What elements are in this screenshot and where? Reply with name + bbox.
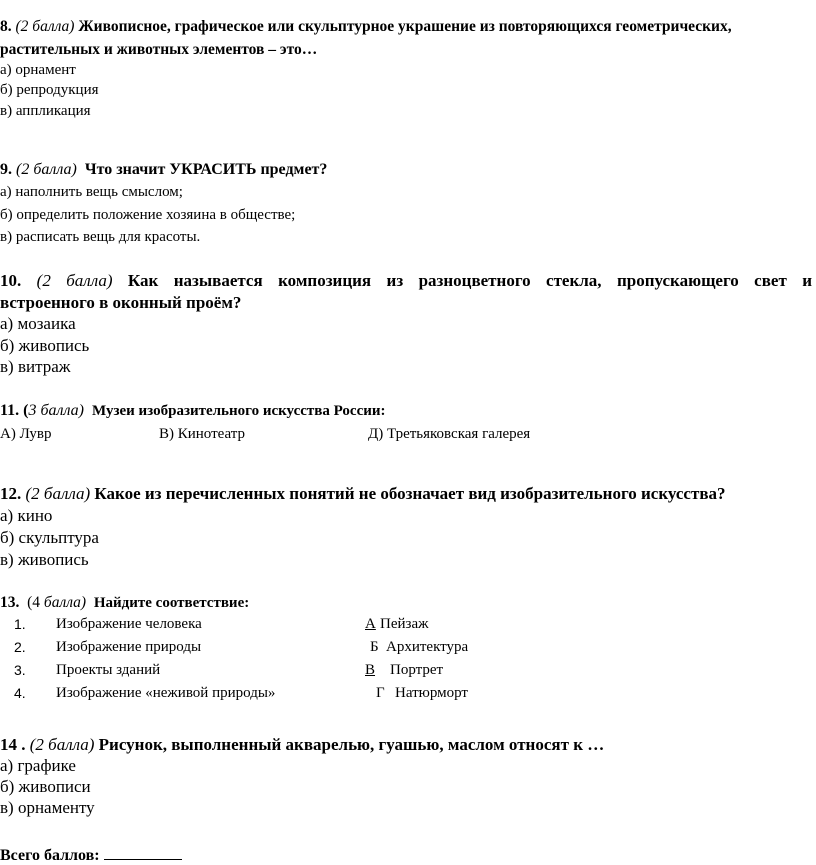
- q11-option-c: Д) Третьяковская галерея: [368, 426, 531, 442]
- q10-option-b: б) живопись: [0, 336, 90, 355]
- q10-question-line1: Как называется композиция из разноцветного стекла, пропускающего свет и: [127, 271, 813, 290]
- q13-left-item: Проекты зданий: [56, 662, 161, 678]
- q13-right-item: Натюрморт: [395, 685, 468, 701]
- q14-header: [0, 734, 604, 755]
- q10-option-a: а) мозаика: [0, 314, 76, 333]
- q13-left-number: 4.: [14, 685, 26, 701]
- q10-number: 10.: [0, 271, 22, 290]
- q11-points: 3 балла): [28, 402, 84, 419]
- q12-points: (2 балла): [25, 484, 91, 503]
- q13-left-number: 3.: [14, 662, 26, 678]
- q9-option-c: в) расписать вещь для красоты.: [0, 229, 201, 245]
- q9-option-a: а) наполнить вещь смыслом;: [0, 184, 183, 200]
- q8-question-line2: растительных и животных элементов – это…: [0, 41, 318, 58]
- q10-question-line2: встроенного в оконный проём?: [0, 293, 242, 312]
- q10-points: (2 балла): [36, 271, 113, 290]
- q14-points: (2 балла): [29, 735, 95, 754]
- q13-right-item: Архитектура: [386, 639, 469, 655]
- q13-match-row: [0, 636, 812, 658]
- q13-left-item: Изображение природы: [56, 639, 202, 655]
- q13-left-number: 2.: [14, 639, 26, 655]
- q8-points: (2 балла): [15, 18, 75, 35]
- total-score-blank[interactable]: [104, 845, 182, 860]
- q12-option-b: б) скульптура: [0, 528, 99, 547]
- q13-right-item: Пейзаж: [380, 616, 429, 632]
- q8-number: 8.: [0, 18, 12, 35]
- q13-header: [0, 594, 249, 612]
- q13-left-item: Изображение «неживой природы»: [56, 685, 276, 701]
- q12-option-a: а) кино: [0, 506, 53, 525]
- q13-number: 13.: [0, 594, 20, 611]
- q14-number: 14 .: [0, 735, 26, 754]
- q9-question: Что значит УКРАСИТЬ предмет?: [84, 161, 328, 178]
- q12-header: [0, 483, 726, 504]
- q14-option-c: в) орнаменту: [0, 798, 95, 817]
- q11-number: 11. (: [0, 402, 29, 419]
- q12-question: Какое из перечисленных понятий не обозначает вид изобразительного искусства?: [94, 484, 726, 503]
- q13-left-item: Изображение человека: [56, 616, 202, 632]
- q9-header: [0, 161, 327, 179]
- q12-option-c: в) живопись: [0, 550, 89, 569]
- q11-option-b: В) Кинотеатр: [159, 426, 246, 442]
- q13-points-word: балла): [43, 594, 87, 611]
- q9-points: (2 балла): [16, 161, 77, 178]
- q8-option-b: б) репродукция: [0, 82, 99, 98]
- q14-option-b: б) живописи: [0, 777, 91, 796]
- q11-question: Музеи изобразительного искусства России:: [91, 403, 386, 419]
- q13-match-row: [0, 682, 812, 704]
- q13-points-num: (4: [27, 594, 41, 611]
- q13-right-letter: В: [365, 662, 376, 678]
- q13-left-number: 1.: [14, 616, 26, 632]
- q13-right-letter: Б: [370, 639, 379, 655]
- q12-number: 12.: [0, 484, 22, 503]
- q8-question-line1: Живописное, графическое или скульптурное украшение из повторяющихся геометрических,: [78, 18, 732, 35]
- q9-number: 9.: [0, 161, 12, 178]
- q8-option-c: в) аппликация: [0, 103, 91, 119]
- q10-option-c: в) витраж: [0, 357, 71, 376]
- q13-right-letter: Г: [376, 685, 385, 701]
- q13-right-item: Портрет: [390, 662, 444, 678]
- q14-question: Рисунок, выполненный акварелью, гуашью, маслом относят к …: [98, 735, 605, 754]
- q13-question: Найдите соответствие:: [93, 595, 250, 611]
- q8-header-line1: [0, 18, 732, 36]
- total-score-label: Всего баллов:: [0, 847, 100, 864]
- q8-option-a: а) орнамент: [0, 62, 76, 78]
- q11-option-a: А) Лувр: [0, 426, 52, 442]
- q13-right-letter: А: [365, 616, 376, 632]
- q13-match-row: [0, 659, 812, 681]
- q13-match-row: [0, 613, 812, 635]
- total-score: [0, 845, 182, 865]
- q10-header-line1: [0, 270, 812, 291]
- q9-option-b: б) определить положение хозяина в обществе;: [0, 207, 296, 223]
- q11-header: [0, 402, 386, 420]
- q14-option-a: а) графике: [0, 756, 76, 775]
